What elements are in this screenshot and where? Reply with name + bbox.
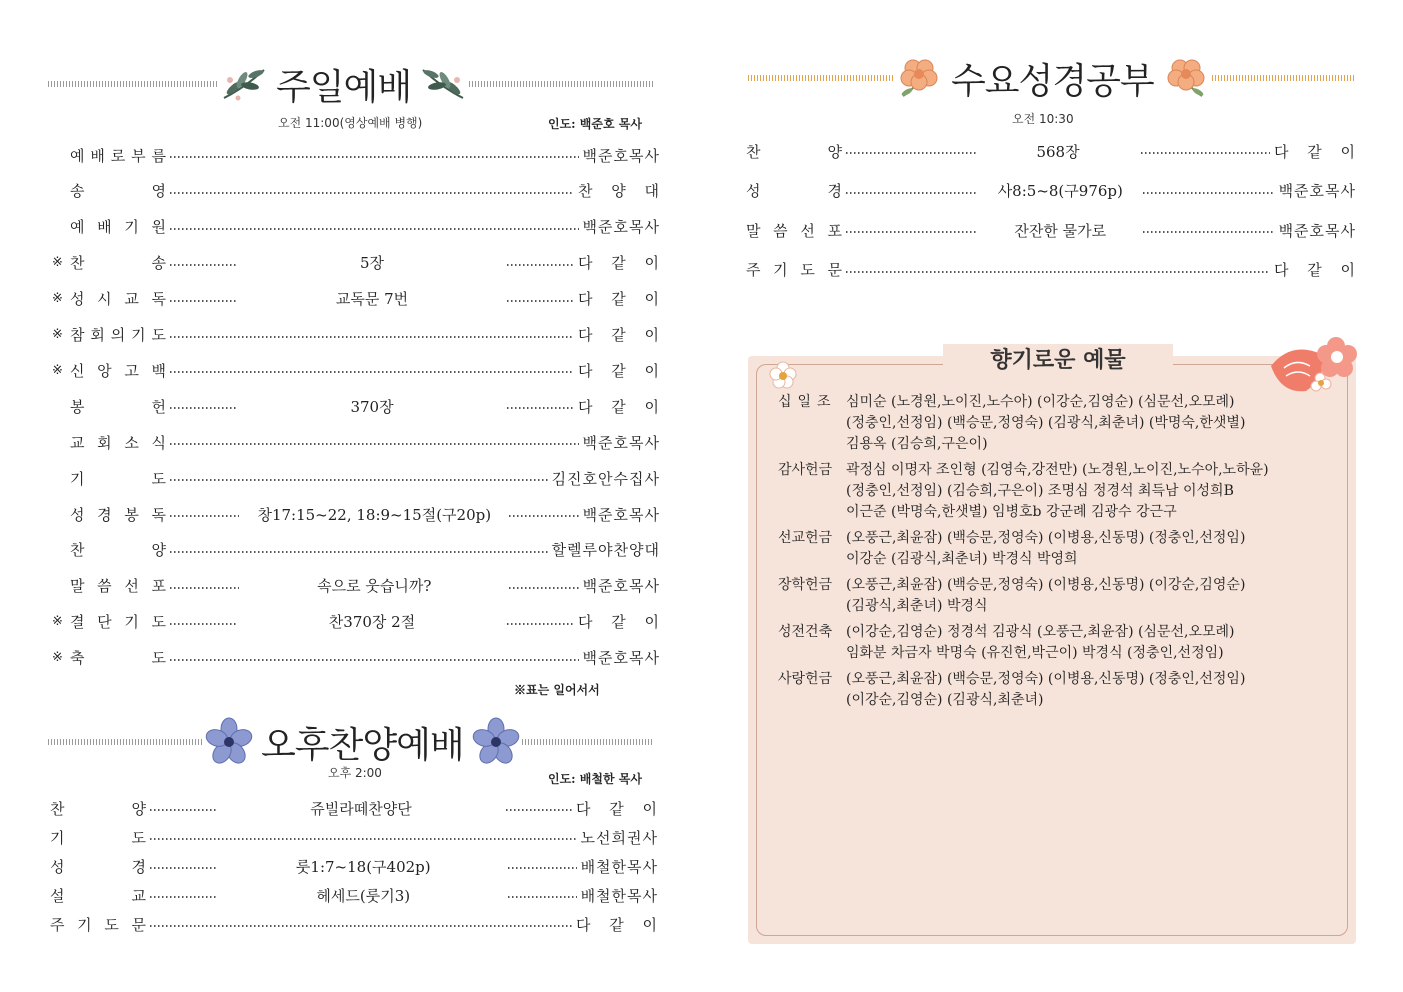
offering-category: 감사헌금: [778, 462, 833, 478]
afternoon-time: 오후 2:00: [328, 766, 382, 780]
order-row: [50, 824, 658, 850]
order-label: 말 씀 선 포: [746, 221, 842, 240]
order-row: [50, 882, 658, 908]
offering-names: [846, 460, 1326, 523]
order-row: [50, 795, 658, 821]
leader-dots: [170, 192, 574, 194]
order-row: [52, 501, 660, 527]
leader-dots: [170, 336, 574, 338]
header-stripe-right: [469, 81, 654, 87]
leader-dots: [170, 228, 579, 230]
order-label: 주 기 도 문: [50, 915, 146, 934]
offering-name-line: (김광식,최춘녀) 박경식: [846, 598, 988, 614]
order-label: 교 회 소 식: [70, 433, 166, 452]
leader-dots: [170, 587, 239, 589]
standing-mark: ※: [52, 614, 63, 630]
standing-note: ※표는 일어서서: [514, 683, 600, 697]
leader-dots: [170, 156, 579, 158]
order-person: 다 같 이: [1274, 142, 1356, 161]
small-flower-icon: [768, 360, 798, 390]
order-label: 봉 헌: [70, 397, 166, 416]
order-row: [52, 178, 660, 204]
leader-dots: [150, 809, 216, 811]
leader-dots: [846, 152, 976, 154]
peach-flower-icon: [1160, 52, 1212, 104]
offering-names: [846, 575, 1326, 617]
order-detail: 쥬빌라떼찬양단: [310, 799, 412, 818]
order-label: 결 단 기 도: [70, 613, 166, 632]
header-stripe-right: [1212, 75, 1354, 81]
order-row: [52, 537, 660, 563]
blue-flower-icon: [470, 716, 522, 768]
order-label: 주 기 도 문: [746, 261, 842, 279]
offering-group: [778, 575, 1326, 617]
sunday-title: 주일예배: [276, 66, 412, 108]
leader-dots: [1143, 192, 1275, 194]
order-person: 다 같 이: [1274, 261, 1356, 279]
order-label: 기 도: [70, 469, 166, 488]
order-person: 다 같 이: [578, 397, 660, 416]
offering-name-line: (정충인,선정임) (김승희,구은이) 조명심 정경석 최득남 이성희B: [846, 483, 1234, 499]
offering-name-line: 곽정심 이명자 조인형 (김영숙,강전만) (노경원,노이진,노수아,노하윤): [846, 462, 1269, 478]
leader-dots: [170, 264, 237, 266]
offering-name-line: 김용옥 (김승희,구은이): [846, 436, 988, 452]
leader-dots: [170, 371, 574, 373]
order-person: 김진호안수집사: [551, 469, 660, 488]
leader-dots: [1141, 152, 1271, 154]
offering-group: [778, 528, 1326, 570]
order-label: 예 배 기 원: [70, 218, 166, 237]
order-label: 송 영: [70, 182, 166, 201]
standing-mark: ※: [52, 650, 63, 666]
order-person: 할렐루야찬양대: [551, 541, 660, 560]
leader-dots: [507, 300, 574, 302]
offering-group: [778, 622, 1326, 664]
leader-dots: [507, 264, 574, 266]
afternoon-header: [48, 716, 654, 768]
leader-dots: [508, 867, 576, 869]
order-row: [746, 138, 1356, 164]
order-person: 백준호목사: [582, 505, 661, 524]
offering-category: 선교헌금: [778, 530, 833, 546]
standing-mark: ※: [52, 255, 63, 271]
order-row: [52, 465, 660, 491]
header-stripe-left: [48, 739, 203, 745]
sunday-header: [48, 58, 654, 110]
afternoon-leader: 인도: 배철한 목사: [548, 772, 642, 786]
offerings-title: 향기로운 예물: [990, 348, 1126, 373]
header-stripe-left: [48, 81, 218, 87]
leaf-branch-icon: [218, 58, 270, 110]
order-label: 성 경 봉 독: [70, 505, 166, 524]
order-detail: 5장: [359, 254, 385, 273]
leader-dots: [170, 443, 579, 445]
order-person: 다 같 이: [578, 361, 660, 380]
offering-name-line: (오풍근,최윤잠) (백승문,정영숙) (이병용,신동명) (이강순,김영순): [846, 577, 1246, 593]
offering-names: [846, 622, 1326, 664]
order-row: [52, 322, 660, 348]
leader-dots: [508, 896, 576, 898]
offering-group: [778, 392, 1326, 455]
order-person: 배철한목사: [580, 886, 659, 905]
afternoon-title: 오후찬양예배: [261, 724, 464, 766]
order-label: 참 회 의 기 도: [70, 326, 166, 344]
offering-category: 십일조: [778, 394, 837, 410]
blue-flower-icon: [203, 716, 255, 768]
order-person: 다 같 이: [578, 613, 660, 632]
order-row: [746, 178, 1356, 204]
order-person: 배철한목사: [580, 857, 659, 876]
order-row: [52, 250, 660, 276]
standing-mark: ※: [52, 327, 63, 342]
leader-dots: [846, 192, 978, 194]
leader-dots: [170, 407, 237, 409]
peach-flower-icon: [893, 52, 945, 104]
wednesday-time: 오전 10:30: [1012, 112, 1074, 126]
offering-name-line: (오풍근,최윤잠) (백승문,정영숙) (이병용,신동명) (정충인,선정임): [846, 671, 1246, 687]
offering-category: 사랑헌금: [778, 671, 833, 687]
offering-name-line: 이근준 (박명숙,한샛별) 임병호b 강군례 김광수 강근구: [846, 504, 1177, 520]
order-row: [52, 573, 660, 599]
order-person: 다 같 이: [578, 254, 660, 273]
leader-dots: [846, 271, 1270, 273]
offering-name-line: (정충인,선정임) (백승문,정영숙) (김광식,최춘녀) (박명숙,한샛별): [846, 415, 1246, 431]
order-detail: 교독문 7번: [335, 290, 409, 309]
order-row: [50, 911, 658, 937]
order-row: [52, 645, 660, 671]
leader-dots: [170, 515, 239, 517]
wednesday-title: 수요성경공부: [951, 60, 1154, 102]
offering-name-line: (이강순,김영순) (김광식,최춘녀): [846, 692, 1044, 708]
sunday-leader: 인도: 백준호 목사: [548, 117, 642, 131]
leader-dots: [150, 867, 218, 869]
order-row: [52, 393, 660, 419]
order-person: 찬 양 대: [578, 182, 660, 201]
order-label: 기 도: [50, 828, 146, 847]
offering-category: 성전건축: [778, 624, 833, 640]
offering-name-line: (오풍근,최윤잠) (백승문,정영숙) (이병용,신동명) (정충인,선정임): [846, 530, 1246, 546]
order-person: 노선희권사: [580, 828, 658, 847]
offering-name-line: (이강순,김영순) 정경석 김광식 (오풍근,최윤잠) (심문선,오모례): [846, 624, 1235, 640]
offering-names: [846, 528, 1326, 570]
offering-name-line: 심미순 (노경원,노이진,노수아) (이강순,김영순) (심문선,오모례): [846, 394, 1235, 410]
leader-dots: [170, 659, 579, 661]
leader-dots: [150, 896, 218, 898]
order-person: 백준호목사: [1278, 221, 1357, 240]
order-detail: 헤세드(룻기3): [316, 886, 411, 905]
order-detail: 속으로 웃습니까?: [317, 577, 432, 596]
leader-dots: [150, 925, 572, 927]
order-detail: 창17:15~22, 18:9~15절(구20p): [257, 505, 492, 524]
header-stripe-left: [748, 75, 893, 81]
order-row: [52, 286, 660, 312]
order-detail: 370장: [350, 397, 394, 416]
order-row: [746, 217, 1356, 243]
leader-dots: [506, 809, 572, 811]
order-label: 찬 송: [70, 254, 166, 273]
offering-names: [846, 392, 1326, 455]
order-label: 찬 양: [746, 142, 842, 161]
wednesday-header: [748, 52, 1354, 104]
order-person: 백준호목사: [1278, 182, 1357, 200]
order-person: 다 같 이: [578, 290, 660, 309]
leader-dots: [846, 231, 978, 233]
leader-dots: [150, 838, 577, 840]
leader-dots: [170, 623, 237, 625]
sunday-time: 오전 11:00(영상예배 병행): [278, 116, 423, 130]
leaf-branch-icon: [417, 58, 469, 110]
leader-dots: [170, 479, 548, 481]
order-row: [52, 609, 660, 635]
order-detail: 568장: [1036, 142, 1080, 161]
order-row: [50, 853, 658, 879]
order-person: 백준호목사: [582, 577, 661, 596]
offering-category: 장학헌금: [778, 577, 833, 593]
leader-dots: [170, 300, 237, 302]
order-row: [746, 257, 1356, 283]
order-detail: 잔잔한 물가로: [1014, 221, 1107, 240]
offering-group: [778, 669, 1326, 711]
order-label: 성 경: [50, 857, 146, 876]
leader-dots: [509, 587, 578, 589]
order-label: 예 배 로 부 름: [70, 146, 166, 165]
leader-dots: [507, 623, 574, 625]
offerings-card: [748, 348, 1356, 944]
offering-name-line: 임화분 차금자 박명숙 (유진헌,박근이) 박경식 (정충인,선정임): [846, 645, 1224, 661]
header-stripe-right: [522, 739, 654, 745]
order-row: [52, 214, 660, 240]
order-person: 다 같 이: [578, 326, 660, 344]
leader-dots: [509, 515, 578, 517]
order-person: 백준호목사: [582, 218, 660, 237]
standing-mark: ※: [52, 291, 63, 307]
order-person: 백준호목사: [582, 146, 660, 165]
offering-name-line: 이강순 (김광식,최춘녀) 박경식 박영희: [846, 551, 1078, 567]
order-row: [52, 142, 660, 168]
order-detail: 사8:5~8(구976p): [997, 182, 1123, 200]
order-person: 백준호목사: [582, 433, 660, 452]
leader-dots: [1143, 231, 1275, 233]
offerings-title-box: [943, 344, 1173, 378]
order-label: 설 교: [50, 886, 146, 905]
order-label: 신 앙 고 백: [70, 361, 166, 380]
order-label: 말 씀 선 포: [70, 577, 166, 596]
order-label: 찬 양: [70, 541, 166, 560]
order-label: 성 시 교 독: [70, 290, 166, 309]
offering-names: [846, 669, 1326, 711]
order-label: 축 도: [70, 649, 166, 668]
order-detail: 찬370장 2절: [328, 613, 416, 632]
order-person: 백준호목사: [582, 649, 660, 668]
order-person: 다 같 이: [576, 915, 658, 934]
standing-mark: ※: [52, 362, 63, 378]
order-row: [52, 357, 660, 383]
leader-dots: [170, 551, 548, 553]
order-detail: 룻1:7~18(구402p): [295, 857, 431, 876]
order-person: 다 같 이: [576, 799, 658, 818]
order-label: 찬 양: [50, 799, 146, 818]
offering-group: [778, 460, 1326, 523]
order-label: 성 경: [746, 182, 842, 200]
order-row: [52, 429, 660, 455]
leader-dots: [507, 407, 574, 409]
